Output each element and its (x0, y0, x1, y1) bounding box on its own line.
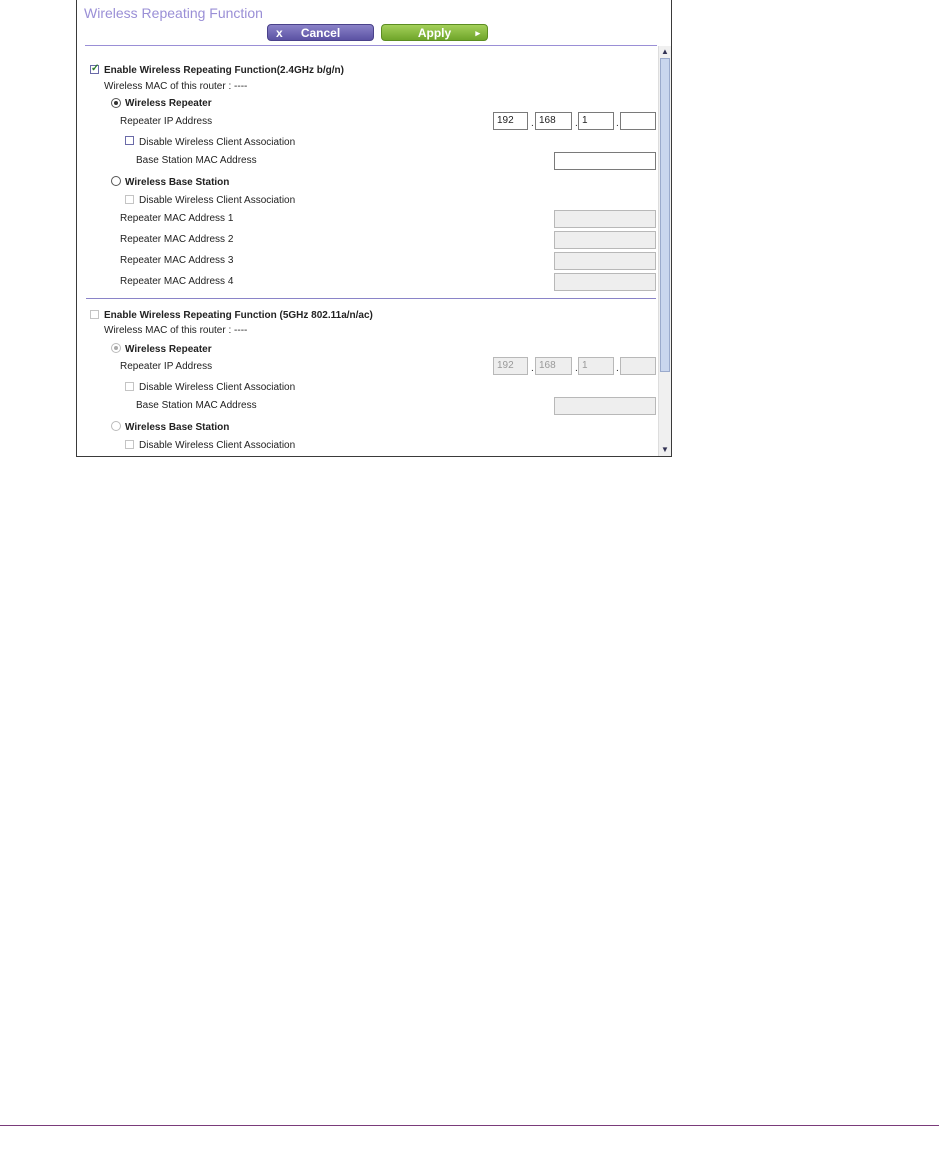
disable-assoc-24-label: Disable Wireless Client Association (139, 137, 296, 148)
repeater-ip-24-octet3[interactable]: 1 (578, 112, 614, 130)
base-disable-assoc-24-checkbox[interactable] (125, 195, 134, 204)
disable-assoc-24-checkbox[interactable] (125, 136, 134, 145)
repeater-ip-24-label: Repeater IP Address (120, 116, 213, 127)
base-mac-5-input[interactable] (554, 397, 656, 415)
base-mac-24-input[interactable] (554, 152, 656, 170)
base-mac-24-label: Base Station MAC Address (136, 155, 257, 166)
repeater-mac-4-input[interactable] (554, 273, 656, 291)
repeater-ip-5-octet3[interactable]: 1 (578, 357, 614, 375)
wireless-repeater-5-radio[interactable] (111, 343, 121, 353)
scroll-down-icon[interactable]: ▼ (661, 445, 669, 454)
repeater-mac-2-input[interactable] (554, 231, 656, 249)
repeater-mac-1-label: Repeater MAC Address 1 (120, 213, 234, 224)
base-mac-5-label: Base Station MAC Address (136, 400, 257, 411)
repeater-ip-24-octet1[interactable]: 192 (493, 112, 528, 130)
repeater-mac-1-input[interactable] (554, 210, 656, 228)
repeater-mac-4-label: Repeater MAC Address 4 (120, 276, 234, 287)
scroll-up-icon[interactable]: ▲ (661, 47, 669, 56)
ip-separator: . (616, 363, 619, 374)
enable-24ghz-checkbox[interactable] (90, 65, 99, 74)
disable-assoc-5-checkbox[interactable] (125, 382, 134, 391)
wireless-repeater-5-label: Wireless Repeater (125, 344, 212, 355)
page-title: Wireless Repeating Function (84, 5, 263, 21)
ip-separator: . (531, 118, 534, 129)
scrollbar-thumb[interactable] (660, 58, 670, 372)
cancel-button[interactable] (267, 24, 374, 41)
wireless-repeating-panel (76, 0, 672, 457)
mac-5ghz-label: Wireless MAC of this router : ---- (104, 325, 248, 336)
wireless-base-station-5-radio[interactable] (111, 421, 121, 431)
base-disable-assoc-5-label: Disable Wireless Client Association (139, 440, 296, 451)
ip-separator: . (616, 118, 619, 129)
section-divider (86, 298, 656, 299)
repeater-ip-24-octet4[interactable] (620, 112, 656, 130)
disable-assoc-5-label: Disable Wireless Client Association (139, 382, 296, 393)
wireless-repeater-24-radio[interactable] (111, 98, 121, 108)
repeater-ip-24-octet2[interactable]: 168 (535, 112, 572, 130)
apply-button[interactable] (381, 24, 488, 41)
repeater-mac-3-input[interactable] (554, 252, 656, 270)
wireless-base-station-24-label: Wireless Base Station (125, 177, 230, 188)
vertical-scrollbar[interactable] (658, 46, 671, 456)
mac-24ghz-label: Wireless MAC of this router : ---- (104, 81, 248, 92)
enable-24ghz-label: Enable Wireless Repeating Function(2.4GHz b/g/n) (104, 65, 344, 76)
settings-scroll-area (77, 46, 657, 456)
enable-5ghz-label: Enable Wireless Repeating Function (5GHz 802.11a/n/ac) (104, 310, 373, 321)
page-footer-line (0, 1125, 939, 1126)
arrow-right-icon: ▸ (475, 28, 480, 38)
apply-label: Apply (417, 26, 452, 40)
repeater-ip-5-octet4[interactable] (620, 357, 656, 375)
wireless-base-station-5-label: Wireless Base Station (125, 422, 230, 433)
base-disable-assoc-24-label: Disable Wireless Client Association (139, 195, 296, 206)
wireless-base-station-24-radio[interactable] (111, 176, 121, 186)
base-disable-assoc-5-checkbox[interactable] (125, 440, 134, 449)
cancel-label: Cancel (300, 26, 341, 40)
repeater-ip-5-label: Repeater IP Address (120, 361, 213, 372)
enable-5ghz-checkbox[interactable] (90, 310, 99, 319)
ip-separator: . (531, 363, 534, 374)
cancel-icon: x (276, 26, 283, 40)
ip-separator: . (575, 363, 578, 374)
ip-separator: . (575, 118, 578, 129)
repeater-mac-2-label: Repeater MAC Address 2 (120, 234, 234, 245)
repeater-ip-5-octet1[interactable]: 192 (493, 357, 528, 375)
repeater-ip-5-octet2[interactable]: 168 (535, 357, 572, 375)
wireless-repeater-24-label: Wireless Repeater (125, 98, 212, 109)
repeater-mac-3-label: Repeater MAC Address 3 (120, 255, 234, 266)
